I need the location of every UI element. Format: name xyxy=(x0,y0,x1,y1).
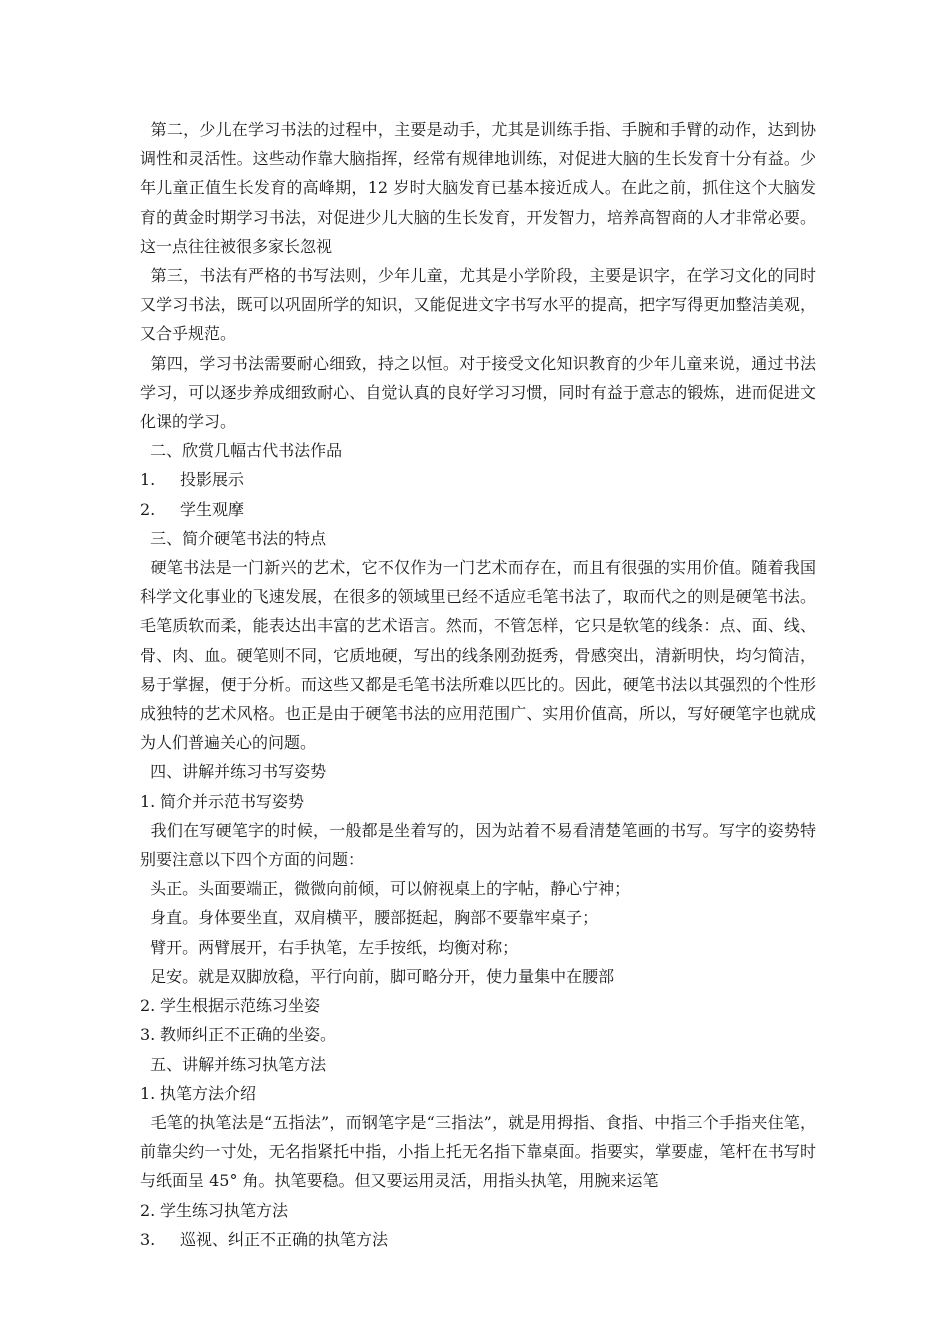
list-item xyxy=(140,1196,816,1225)
list-item xyxy=(140,1020,816,1049)
list-item-number: 1. xyxy=(140,470,156,490)
list-item-text: 学生练习执笔方法 xyxy=(160,1200,289,1220)
list-item-text: 投影展示 xyxy=(180,470,245,490)
list-item-text: 学生观摩 xyxy=(180,499,245,519)
section-heading: 三、简介硬笔书法的特点 xyxy=(140,528,327,548)
list-item-number: 1. xyxy=(140,1083,156,1103)
paragraph: 臂开。两臂展开，右手执笔，左手按纸，均衡对称； xyxy=(140,937,519,957)
document-body xyxy=(140,115,816,1254)
list-item-text: 执笔方法介绍 xyxy=(160,1083,257,1103)
section-heading: 五、讲解并练习执笔方法 xyxy=(140,1054,327,1074)
paragraph: 足安。就是双脚放稳，平行向前，脚可略分开，使力量集中在腰部 xyxy=(140,966,615,986)
list-item-number: 2. xyxy=(140,499,156,519)
paragraph: 第二，少儿在学习书法的过程中，主要是动手，尤其是训练手指、手腕和手臂的动作，达到协调性和灵活性。这些动作靠大脑指挥，经常有规律地训练，对促进大脑的生长发育十分有益。少年儿童正值生长发育的高峰期，12 岁时大脑发育已基本接近成人。在此之前，抓住这个大脑发育的黄金时期学习书法，对促进少儿大脑的生长发育，开发智力，培养高智商的人才非常必要。这一点往往被很多家长忽视 xyxy=(140,120,816,256)
list-item xyxy=(140,1225,816,1254)
list-item-text: 教师纠正不正确的坐姿。 xyxy=(160,1025,337,1045)
list-item-number: 3. xyxy=(140,1025,156,1045)
section-heading: 二、欣赏几幅古代书法作品 xyxy=(140,441,343,461)
paragraph: 毛笔的执笔法是“五指法”，而钢笔字是“三指法”，就是用拇指、食指、中指三个手指夹住笔，前靠尖约一寸处，无名指紧托中指，小指上托无名指下靠桌面。指要实，掌要虚，笔杆在书写时与纸面呈 45° 角。执笔要稳。但又要运用灵活，用指头执笔，用腕来运笔 xyxy=(140,1112,816,1191)
list-item xyxy=(140,991,816,1020)
list-item-text: 简介并示范书写姿势 xyxy=(160,791,305,811)
paragraph: 硬笔书法是一门新兴的艺术，它不仅作为一门艺术而存在，而且有很强的实用价值。随着我国科学文化事业的飞速发展，在很多的领域里已经不适应毛笔书法了，取而代之的则是硬笔书法。毛笔质软而柔，能表达出丰富的艺术语言。然而，不管怎样，它只是软笔的线条：点、面、线、骨、肉、血。硬笔则不同，它质地硬，写出的线条刚劲挺秀，骨感突出，清新明快，均匀简洁，易于掌握，便于分析。而这些又都是毛笔书法所难以匹比的。因此，硬笔书法以其强烈的个性形成独特的艺术风格。也正是由于硬笔书法的应用范围广、实用价值高，所以，写好硬笔字也就成为人们普遍关心的问题。 xyxy=(140,558,816,753)
list-item-number: 2. xyxy=(140,1200,156,1220)
list-item-number: 2. xyxy=(140,996,156,1016)
list-item-text: 学生根据示范练习坐姿 xyxy=(160,996,321,1016)
list-item-text: 巡视、纠正不正确的执笔方法 xyxy=(180,1229,389,1249)
list-item-number: 1. xyxy=(140,791,156,811)
list-item xyxy=(140,495,816,524)
list-item xyxy=(140,1079,816,1108)
paragraph: 第四，学习书法需要耐心细致，持之以恒。对于接受文化知识教育的少年儿童来说，通过书法学习，可以逐步养成细致耐心、自觉认真的良好学习习惯，同时有益于意志的锻炼，进而促进文化课的学习。 xyxy=(140,353,816,432)
paragraph: 我们在写硬笔字的时候，一般都是坐着写的，因为站着不易看清楚笔画的书写。写字的姿势特别要注意以下四个方面的问题： xyxy=(140,820,816,870)
paragraph: 头正。头面要端正，微微向前倾，可以俯视桌上的字帖，静心宁神； xyxy=(140,879,631,899)
list-item xyxy=(140,787,816,816)
paragraph: 第三，书法有严格的书写法则，少年儿童，尤其是小学阶段，主要是识字，在学习文化的同时又学习书法，既可以巩固所学的知识，又能促进文字书写水平的提高，把字写得更加整洁美观，又合乎规范。 xyxy=(140,266,816,344)
list-item xyxy=(140,465,816,494)
list-item-number: 3. xyxy=(140,1229,156,1249)
paragraph: 身直。身体要坐直，双肩横平，腰部挺起，胸部不要靠牢桌子； xyxy=(140,908,599,928)
section-heading: 四、讲解并练习书写姿势 xyxy=(140,762,327,782)
